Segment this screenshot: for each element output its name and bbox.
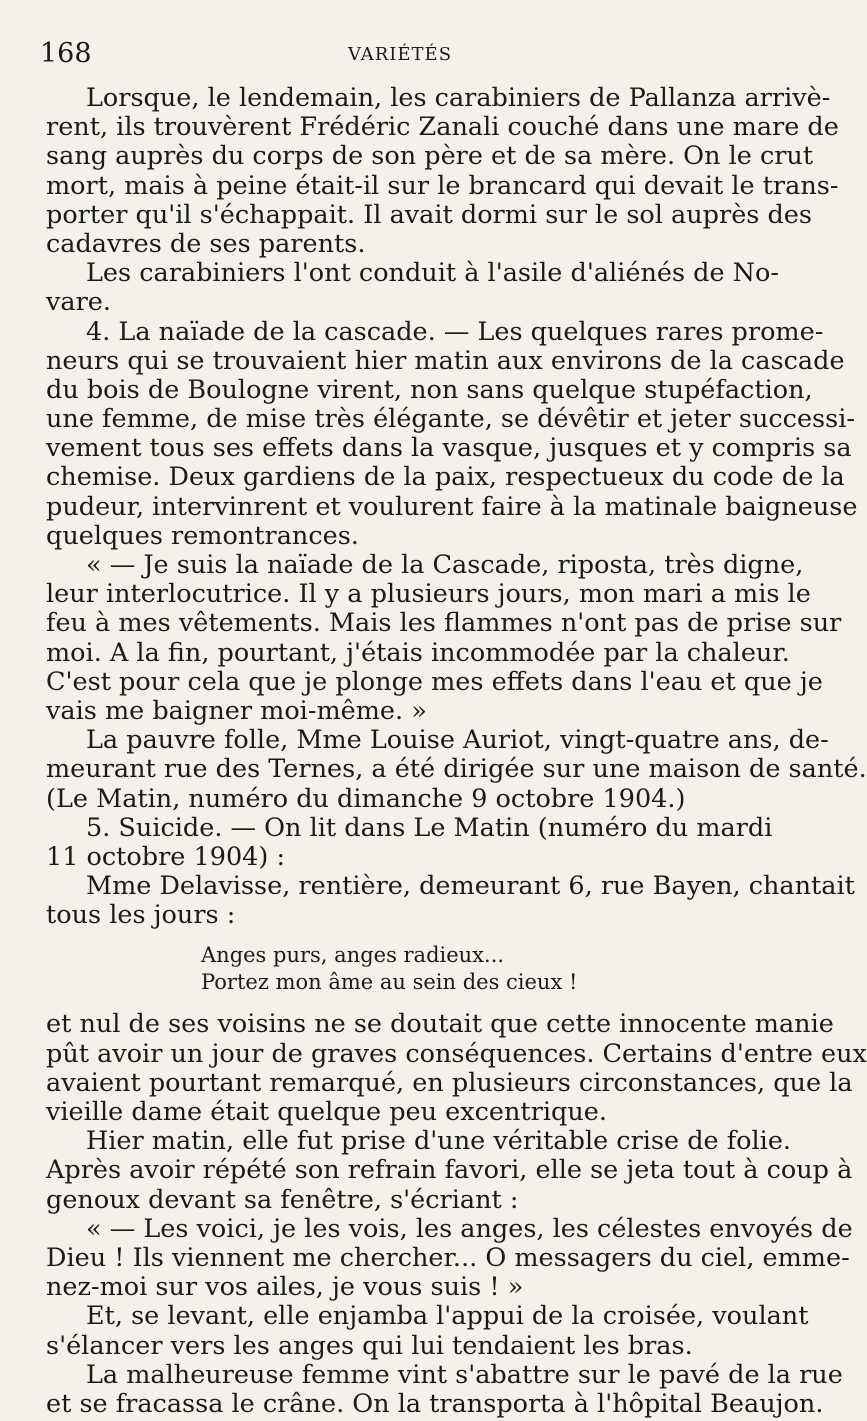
text-line: 4. La naïade de la cascade. — Les quelques rares prome-	[86, 316, 824, 347]
text-line: vare.	[46, 287, 111, 318]
page-header	[40, 38, 760, 78]
verse-line: Anges purs, anges radieux...	[201, 943, 505, 968]
text-line: neurs qui se trouvaient hier matin aux environs de la cascade	[46, 345, 845, 376]
text-line: porter qu'il s'échappait. Il avait dormi sur le sol auprès des	[46, 199, 812, 230]
text-line: avaient pourtant remarqué, en plusieurs circonstances, que la	[46, 1067, 853, 1098]
text-line: vais me baigner moi-même. »	[46, 695, 427, 726]
text-line: et se fracassa le crâne. On la transporta à l'hôpital Beaujon.	[46, 1388, 824, 1419]
text-line: C'est pour cela que je plonge mes effets dans l'eau et que je	[46, 666, 823, 697]
text-line: tous les jours :	[46, 900, 236, 931]
text-line: Les carabiniers l'ont conduit à l'asile d'aliénés de No-	[86, 258, 779, 289]
text-line: une femme, de mise très élégante, se dévêtir et jeter successi-	[46, 404, 856, 435]
text-line: Dieu ! Ils viennent me chercher... O messagers du ciel, emme-	[46, 1242, 850, 1273]
text-line: nez-moi sur vos ailes, je vous suis ! »	[46, 1272, 524, 1303]
text-line: du bois de Boulogne virent, non sans quelque stupéfaction,	[46, 374, 813, 405]
text-line: Et, se levant, elle enjamba l'appui de la croisée, voulant	[86, 1301, 809, 1332]
text-line: moi. A la fin, pourtant, j'étais incommodée par la chaleur.	[46, 637, 790, 668]
text-line: vement tous ses effets dans la vasque, jusques et y compris sa	[46, 433, 852, 464]
text-line: vieille dame était quelque peu excentrique.	[46, 1097, 607, 1127]
text-line: et nul de ses voisins ne se doutait que cette innocente manie	[46, 1009, 834, 1040]
text-line: meurant rue des Ternes, a été dirigée sur une maison de santé.	[46, 754, 867, 785]
text-line: Après avoir répété son refrain favori, elle se jeta tout à coup à	[46, 1155, 853, 1186]
text-line: Mme Delavisse, rentière, demeurant 6, rue Bayen, chantait	[86, 871, 855, 902]
text-line: sang auprès du corps de son père et de sa mère. On le crut	[46, 141, 814, 172]
text-line: cadavres de ses parents.	[46, 228, 366, 259]
running-title: VARIÉTÉS	[347, 44, 453, 65]
text-line: s'élancer vers les anges qui lui tendaient les bras.	[46, 1330, 693, 1361]
verse-line: Portez mon âme au sein des cieux !	[201, 970, 578, 995]
text-line: rent, ils trouvèrent Frédéric Zanali couché dans une mare de	[46, 112, 839, 143]
text-line: « — Je suis la naïade de la Cascade, riposta, très digne,	[86, 550, 804, 580]
text-line: 11 octobre 1904) :	[46, 841, 286, 872]
body-text	[46, 83, 867, 1419]
text-line: « — Les voici, je les vois, les anges, les célestes envoyés de	[86, 1213, 853, 1244]
text-line: genoux devant sa fenêtre, s'écriant :	[46, 1184, 519, 1215]
page-number: 168	[40, 38, 92, 69]
text-line: pudeur, intervinrent et voulurent faire à la matinale baigneuse	[46, 491, 858, 522]
text-line: La pauvre folle, Mme Louise Auriot, vingt-quatre ans, de-	[86, 725, 829, 756]
text-line: leur interlocutrice. Il y a plusieurs jours, mon mari a mis le	[46, 579, 811, 610]
text-line: pût avoir un jour de graves conséquences. Certains d'entre eux	[46, 1038, 867, 1069]
text-line: feu à mes vêtements. Mais les flammes n'ont pas de prise sur	[46, 608, 842, 639]
text-line: La malheureuse femme vint s'abattre sur le pavé de la rue	[86, 1359, 843, 1390]
text-line: 5. Suicide. — On lit dans Le Matin (numéro du mardi	[86, 812, 773, 843]
text-line: Lorsque, le lendemain, les carabiniers de Pallanza arrivè-	[86, 83, 831, 113]
text-line: (Le Matin, numéro du dimanche 9 octobre 1904.)	[46, 783, 686, 814]
text-line: quelques remontrances.	[46, 520, 359, 551]
text-line: chemise. Deux gardiens de la paix, respectueux du code de la	[46, 462, 845, 493]
text-line: mort, mais à peine était-il sur le brancard qui devait le trans-	[46, 170, 839, 201]
text-line: Hier matin, elle fut prise d'une véritable crise de folie.	[86, 1126, 792, 1157]
